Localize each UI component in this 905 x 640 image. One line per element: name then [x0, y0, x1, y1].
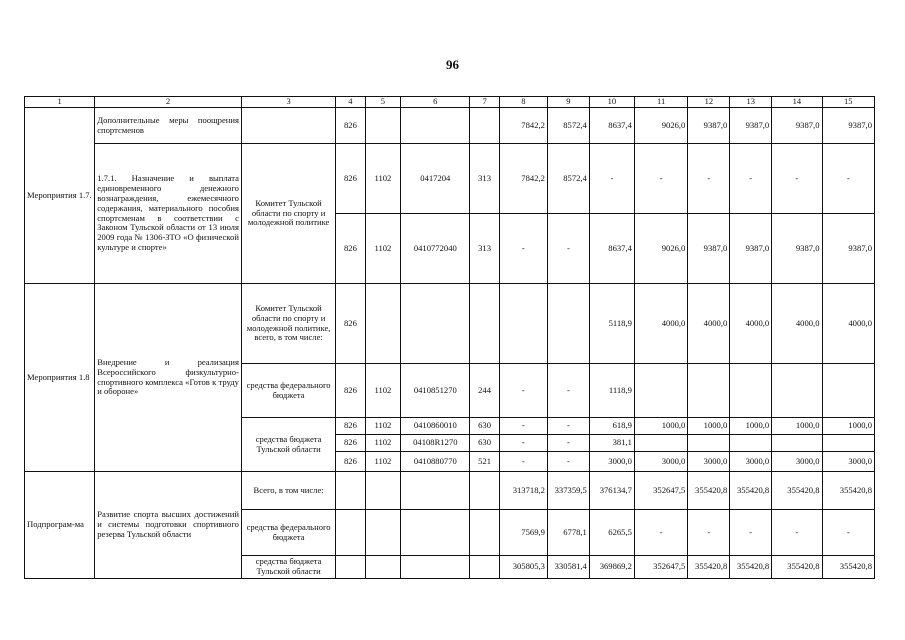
- table-cell: 3000,0: [589, 452, 634, 472]
- funding-source-cell: средства федерального бюджета: [241, 510, 335, 556]
- table-cell: 0410772040: [401, 214, 470, 284]
- table-cell: 1000,0: [688, 418, 730, 435]
- table-cell: [365, 108, 401, 144]
- table-cell: [634, 364, 687, 418]
- table-cell: 355420,8: [688, 472, 730, 510]
- table-cell: -: [499, 214, 547, 284]
- budget-table: [24, 96, 875, 579]
- table-cell: 9387,0: [772, 214, 822, 284]
- table-cell: 826: [336, 214, 365, 284]
- table-cell: 313: [470, 144, 499, 214]
- table-cell: 3000,0: [772, 452, 822, 472]
- table-cell: [401, 108, 470, 144]
- funding-source-cell: Всего, в том числе:: [241, 472, 335, 510]
- table-cell: -: [822, 510, 875, 556]
- table-cell: 4000,0: [688, 284, 730, 364]
- table-cell: 355420,8: [688, 556, 730, 579]
- header-cell: 7: [470, 97, 499, 108]
- table-cell: 4000,0: [822, 284, 875, 364]
- header-cell: 5: [365, 97, 401, 108]
- table-cell: 1102: [365, 435, 401, 452]
- table-cell: 826: [336, 284, 365, 364]
- table-cell: -: [589, 144, 634, 214]
- header-cell: 13: [730, 97, 772, 108]
- table-cell: -: [499, 452, 547, 472]
- table-cell: 1102: [365, 418, 401, 435]
- table-cell: 1102: [365, 214, 401, 284]
- table-cell: 4000,0: [772, 284, 822, 364]
- table-cell: [470, 284, 499, 364]
- table-cell: -: [634, 510, 687, 556]
- table-cell: [470, 510, 499, 556]
- table-cell: 244: [470, 364, 499, 418]
- table-cell: [401, 510, 470, 556]
- table-cell: 8637,4: [589, 214, 634, 284]
- header-cell: 10: [589, 97, 634, 108]
- table-cell: 521: [470, 452, 499, 472]
- header-cell: 9: [547, 97, 589, 108]
- table-cell: 355420,8: [822, 472, 875, 510]
- header-cell: 11: [634, 97, 687, 108]
- table-cell: -: [547, 452, 589, 472]
- table-cell: 1102: [365, 144, 401, 214]
- table-cell: -: [730, 144, 772, 214]
- table-cell: 313718,2: [499, 472, 547, 510]
- table-cell: 04108R1270: [401, 435, 470, 452]
- header-cell: 3: [241, 97, 335, 108]
- table-cell: 6265,5: [589, 510, 634, 556]
- table-cell: [336, 472, 365, 510]
- table-cell: 305805,3: [499, 556, 547, 579]
- table-cell: 826: [336, 452, 365, 472]
- table-cell: [241, 108, 335, 144]
- table-cell: [365, 556, 401, 579]
- table-cell: -: [499, 364, 547, 418]
- table-cell: -: [547, 214, 589, 284]
- table-cell: 3000,0: [730, 452, 772, 472]
- table-cell: 4000,0: [730, 284, 772, 364]
- table-cell: [730, 364, 772, 418]
- table-cell: [470, 108, 499, 144]
- table-cell: 9387,0: [822, 214, 875, 284]
- table-cell: 9387,0: [688, 108, 730, 144]
- table-row: [25, 472, 875, 510]
- table-cell: 8637,4: [589, 108, 634, 144]
- table-cell: 630: [470, 418, 499, 435]
- table-cell: 355420,8: [772, 556, 822, 579]
- table-cell: 1000,0: [772, 418, 822, 435]
- table-row: [25, 144, 875, 214]
- header-cell: 14: [772, 97, 822, 108]
- table-cell: -: [688, 510, 730, 556]
- table-cell: -: [634, 144, 687, 214]
- subprogram-label: Подпрограм-ма: [25, 472, 95, 579]
- executor-cell: Комитет Тульской области по спорту и молодежной политике, всего, в том числе:: [241, 284, 335, 364]
- header-cell: 15: [822, 97, 875, 108]
- table-cell: 369869,2: [589, 556, 634, 579]
- table-cell: -: [547, 364, 589, 418]
- table-cell: 352647,5: [634, 556, 687, 579]
- header-cell: 4: [336, 97, 365, 108]
- table-cell: -: [499, 435, 547, 452]
- table-cell: 9387,0: [688, 214, 730, 284]
- table-row: [25, 108, 875, 144]
- table-cell: [822, 364, 875, 418]
- table-cell: 313: [470, 214, 499, 284]
- table-cell: 1000,0: [822, 418, 875, 435]
- table-cell: [470, 556, 499, 579]
- table-cell: [401, 556, 470, 579]
- table-cell: -: [822, 144, 875, 214]
- table-cell: [401, 472, 470, 510]
- header-cell: 12: [688, 97, 730, 108]
- table-cell: 0410860010: [401, 418, 470, 435]
- header-row: [25, 97, 875, 108]
- table-cell: -: [688, 144, 730, 214]
- table-cell: [336, 556, 365, 579]
- table-cell: 9026,0: [634, 108, 687, 144]
- table-cell: [822, 435, 875, 452]
- table-cell: 355420,8: [822, 556, 875, 579]
- table-cell: 3000,0: [688, 452, 730, 472]
- table-cell: 1000,0: [634, 418, 687, 435]
- table-cell: 1102: [365, 364, 401, 418]
- table-cell: 352647,5: [634, 472, 687, 510]
- table-cell: -: [499, 418, 547, 435]
- table-cell: 7842,2: [499, 144, 547, 214]
- table-cell: 9387,0: [772, 108, 822, 144]
- table-cell: [336, 510, 365, 556]
- table-cell: 8572,4: [547, 108, 589, 144]
- table-cell: 381,1: [589, 435, 634, 452]
- table-cell: -: [772, 144, 822, 214]
- table-cell: 8572,4: [547, 144, 589, 214]
- table-cell: 0417204: [401, 144, 470, 214]
- table-cell: 630: [470, 435, 499, 452]
- table-cell: [470, 472, 499, 510]
- table-cell: [772, 364, 822, 418]
- table-cell: 0410851270: [401, 364, 470, 418]
- header-cell: 8: [499, 97, 547, 108]
- table-cell: [772, 435, 822, 452]
- executor-cell: Комитет Тульской области по спорту и молодежной политике: [241, 144, 335, 284]
- table-cell: 1000,0: [730, 418, 772, 435]
- table-cell: 618,9: [589, 418, 634, 435]
- funding-source-cell: средства бюджета Тульской области: [241, 556, 335, 579]
- table-cell: 826: [336, 108, 365, 144]
- table-cell: 3000,0: [822, 452, 875, 472]
- event-label: Мероприятия 1.8: [25, 284, 95, 472]
- table-cell: -: [547, 418, 589, 435]
- funding-source-cell: средства федерального бюджета: [241, 364, 335, 418]
- table-cell: 9387,0: [730, 108, 772, 144]
- table-cell: 826: [336, 144, 365, 214]
- page-number: 96: [446, 57, 459, 72]
- funding-source-cell: средства бюджета Тульской области: [241, 418, 335, 472]
- table-cell: [401, 284, 470, 364]
- table-cell: [499, 284, 547, 364]
- table-cell: 9387,0: [730, 214, 772, 284]
- table-cell: 7569,9: [499, 510, 547, 556]
- table-cell: [547, 284, 589, 364]
- table-cell: [688, 364, 730, 418]
- table-cell: 376134,7: [589, 472, 634, 510]
- table-cell: 1118,9: [589, 364, 634, 418]
- header-cell: 2: [95, 97, 242, 108]
- table-cell: 9026,0: [634, 214, 687, 284]
- table-cell: -: [772, 510, 822, 556]
- table-cell: 4000,0: [634, 284, 687, 364]
- table-cell: 330581,4: [547, 556, 589, 579]
- table-cell: -: [547, 435, 589, 452]
- event-name: Внедрение и реализация Всероссийского физкультурно-спортивного комплекса «Готов к труду и обороне»: [95, 284, 242, 472]
- header-cell: 6: [401, 97, 470, 108]
- sub-event-name: 1.7.1. Назначение и выплата единовременного денежного вознаграждения, ежемесячного содержания, материального пособия спортсменам в соответствии с Законом Тульской области от 13 июля 2009 года № 1306-ЗТО «О физической культуре и спорте»: [95, 144, 242, 284]
- table-cell: [365, 510, 401, 556]
- table-cell: 0410880770: [401, 452, 470, 472]
- event-label: Мероприятия 1.7.: [25, 108, 95, 284]
- table-cell: [688, 435, 730, 452]
- table-cell: 3000,0: [634, 452, 687, 472]
- table-cell: 826: [336, 364, 365, 418]
- table-cell: 6778,1: [547, 510, 589, 556]
- table-cell: 7842,2: [499, 108, 547, 144]
- table-row: [25, 284, 875, 364]
- table-cell: [365, 284, 401, 364]
- table-cell: 1102: [365, 452, 401, 472]
- table-cell: 826: [336, 435, 365, 452]
- table-cell: 355420,8: [772, 472, 822, 510]
- table-cell: 337359,5: [547, 472, 589, 510]
- table-cell: 355420,8: [730, 556, 772, 579]
- table-cell: [365, 472, 401, 510]
- table-cell: [634, 435, 687, 452]
- table-cell: 9387,0: [822, 108, 875, 144]
- table-cell: 355420,8: [730, 472, 772, 510]
- table-cell: 826: [336, 418, 365, 435]
- event-name: Дополнительные меры поощрения спортсменов: [95, 108, 242, 144]
- header-cell: 1: [25, 97, 95, 108]
- table-cell: -: [730, 510, 772, 556]
- table-cell: [730, 435, 772, 452]
- table-cell: 5118,9: [589, 284, 634, 364]
- subprogram-name: Развитие спорта высших достижений и системы подготовки спортивного резерва Тульской области: [95, 472, 242, 579]
